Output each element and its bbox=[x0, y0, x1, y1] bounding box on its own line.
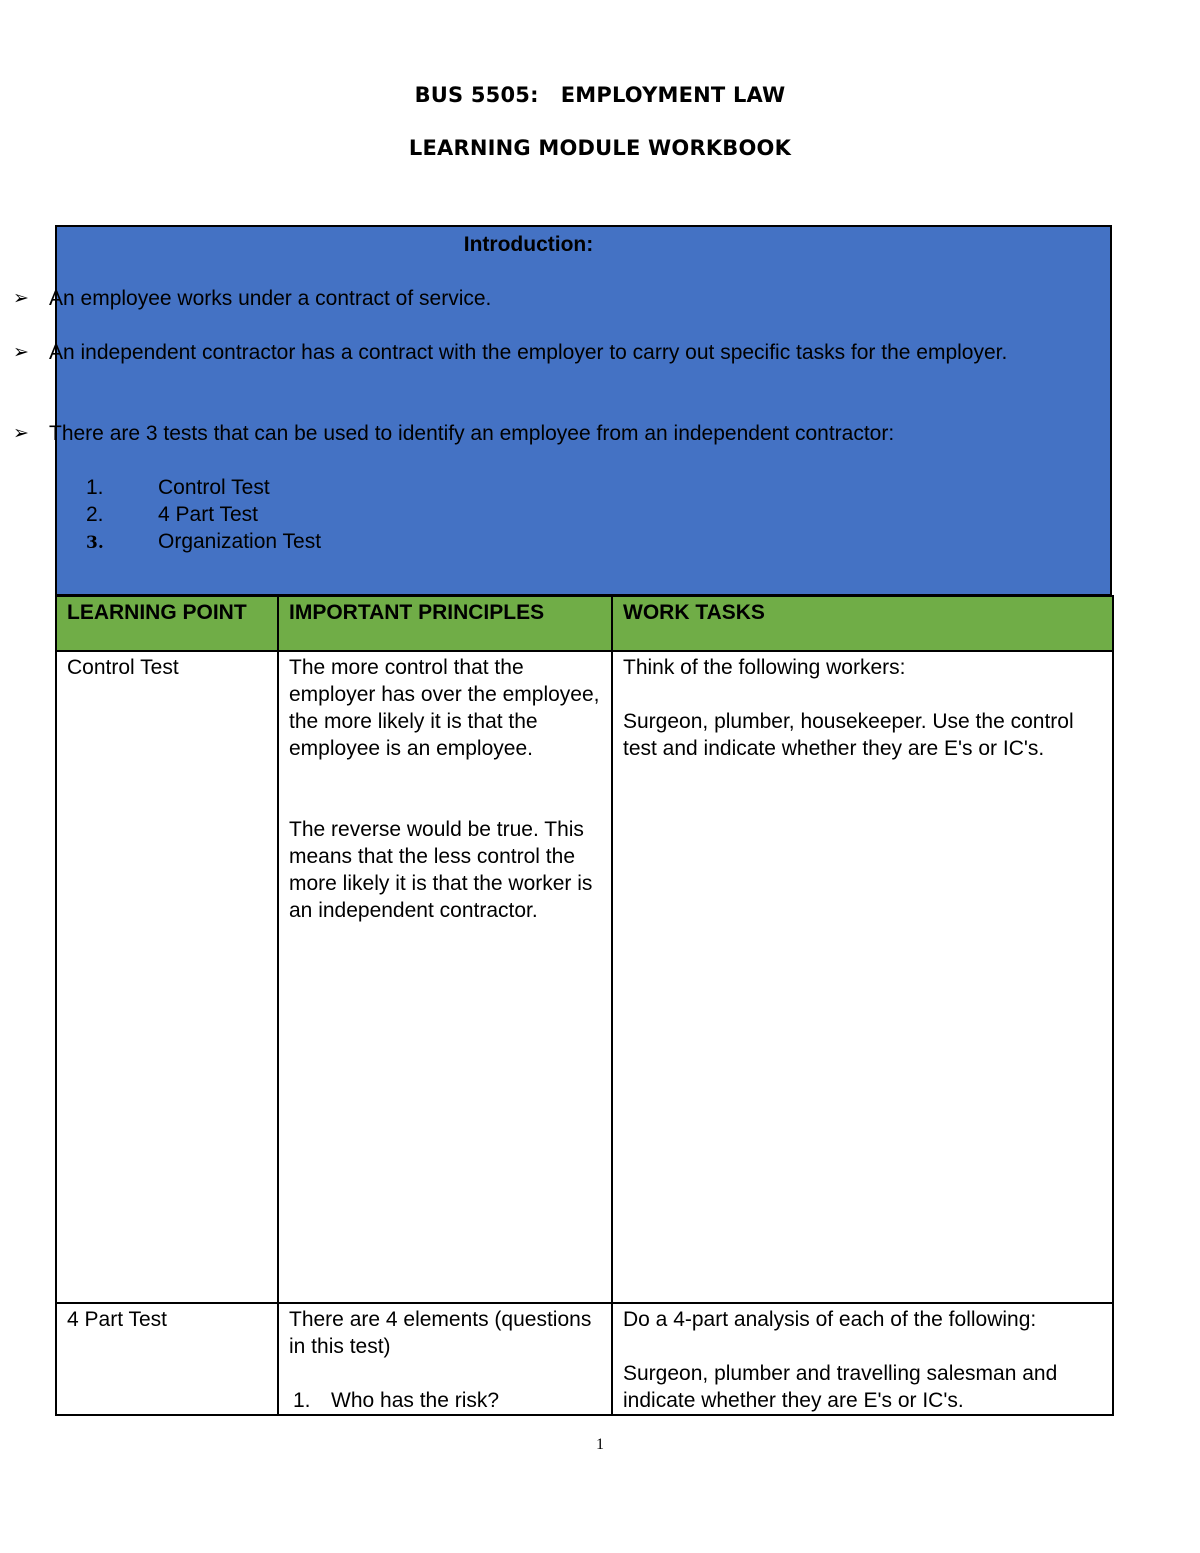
column-header-learning-point: LEARNING POINT bbox=[56, 596, 278, 651]
principle-list-item bbox=[289, 1387, 600, 1414]
table-row bbox=[56, 651, 1113, 1303]
document-subtitle: LEARNING MODULE WORKBOOK bbox=[408, 136, 792, 160]
test-label: Control Test bbox=[158, 476, 270, 499]
list-text: Who has the risk? bbox=[331, 1389, 500, 1412]
table-header-row bbox=[56, 596, 1113, 651]
intro-bullet-text: An independent contractor has a contract with the employer to carry out specific tasks for the employer. bbox=[49, 341, 1008, 364]
principle-text: The reverse would be true. This means that the less control the more likely it is that the worker is an independent contractor. bbox=[289, 818, 593, 922]
task-text: Do a 4-part analysis of each of the following: bbox=[623, 1308, 1037, 1331]
intro-bullet-text: There are 3 tests that can be used to identify an employee from an independent contractor: bbox=[49, 422, 895, 445]
test-list-item bbox=[86, 528, 321, 557]
principles-cell bbox=[278, 1303, 612, 1415]
work-tasks-cell bbox=[612, 1303, 1113, 1415]
learning-point-cell: Control Test bbox=[56, 651, 278, 1303]
arrow-bullet-icon: ➢ bbox=[13, 423, 29, 444]
principles-cell bbox=[278, 651, 612, 1303]
arrow-bullet-icon: ➢ bbox=[13, 342, 29, 363]
task-text: Surgeon, plumber, housekeeper. Use the control test and indicate whether they are E's or IC's. bbox=[623, 710, 1074, 760]
work-tasks-cell bbox=[612, 651, 1113, 1303]
arrow-bullet-icon: ➢ bbox=[13, 288, 29, 309]
test-number: 1. bbox=[86, 476, 104, 499]
intro-bullet bbox=[13, 339, 1042, 366]
intro-bullet bbox=[13, 285, 1042, 312]
principle-text: There are 4 elements (questions in this test) bbox=[289, 1308, 592, 1358]
principle-text: The more control that the employer has over the employee, the more likely it is that the employee is an employee. bbox=[289, 656, 600, 760]
task-text: Think of the following workers: bbox=[623, 656, 906, 679]
learning-point-cell: 4 Part Test bbox=[56, 1303, 278, 1415]
intro-bullet-text: An employee works under a contract of service. bbox=[49, 287, 492, 310]
column-header-work-tasks: WORK TASKS bbox=[612, 596, 1113, 651]
introduction-box bbox=[13, 225, 1112, 596]
page-number: 1 bbox=[596, 1436, 604, 1453]
course-code: BUS 5505: bbox=[414, 83, 539, 107]
test-number: 3. bbox=[86, 533, 104, 553]
learning-table bbox=[55, 595, 1114, 1416]
document-title bbox=[0, 83, 1200, 107]
column-header-principles: IMPORTANT PRINCIPLES bbox=[278, 596, 612, 651]
list-number: 1. bbox=[293, 1389, 311, 1412]
intro-bullet bbox=[13, 420, 1042, 447]
test-label: 4 Part Test bbox=[158, 503, 258, 526]
course-name: EMPLOYMENT LAW bbox=[560, 83, 786, 107]
test-list-item bbox=[86, 501, 258, 528]
task-text: Surgeon, plumber and travelling salesman and indicate whether they are E's or IC's. bbox=[623, 1362, 1058, 1412]
introduction-heading: Introduction: bbox=[463, 233, 594, 256]
test-number: 2. bbox=[86, 503, 104, 526]
table-row bbox=[56, 1303, 1113, 1415]
test-list-item bbox=[86, 474, 270, 501]
test-label: Organization Test bbox=[158, 530, 322, 553]
